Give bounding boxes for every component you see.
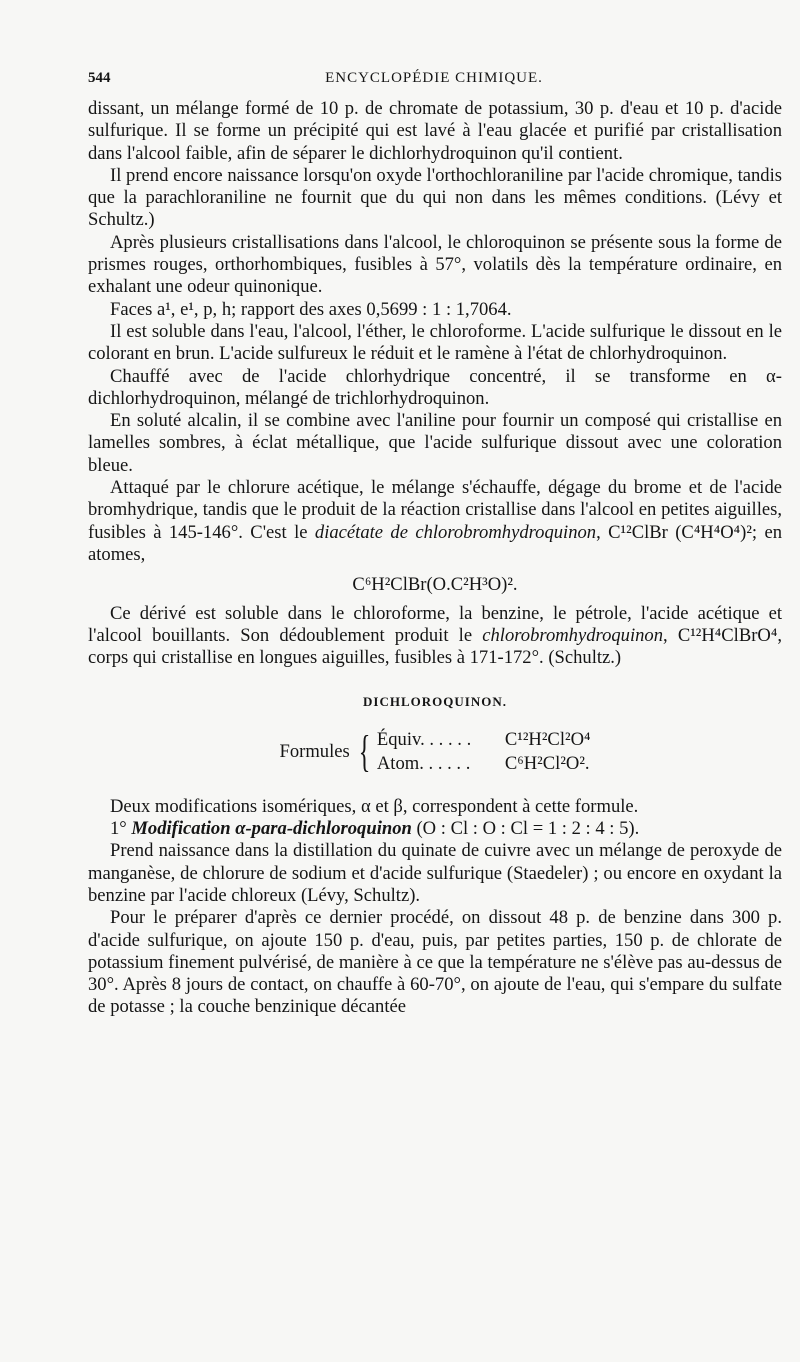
body-text bbox=[88, 98, 782, 1019]
page-header bbox=[88, 70, 780, 100]
section-title: DICHLOROQUINON. bbox=[363, 694, 507, 710]
formula-value: C⁶H²Cl²O². bbox=[504, 752, 590, 774]
paragraph-text: , C¹²ClBr (C⁴H⁴O⁴)²; en atomes, bbox=[88, 521, 782, 565]
formula-row bbox=[377, 728, 591, 752]
chemical-formula: C⁶H²ClBr(O.C²H³O)². bbox=[352, 574, 518, 596]
formula-notation: Équiv. . . . . . bbox=[376, 728, 472, 750]
brace-symbol: { bbox=[358, 726, 371, 776]
compound-name: diacétate de chlorobromhydroquinon bbox=[314, 521, 597, 543]
paragraph: Faces a¹, e¹, p, h; rapport des axes 0,5699 : 1 : 1,7064. bbox=[110, 298, 512, 320]
running-title: ENCYCLOPÉDIE CHIMIQUE. bbox=[325, 70, 543, 86]
page-number: 544 bbox=[88, 70, 111, 86]
paragraph: En soluté alcalin, il se combine avec l'aniline pour fournir un composé qui cristallise en lamelles sombres, à éclat métallique, que l'acide sulfurique dissout avec une coloration bleue. bbox=[88, 410, 782, 476]
paragraph-text: , C¹²H⁴ClBrO⁴, corps qui cristallise en longues aiguilles, fusibles à 171-172°. (Schultz.) bbox=[88, 624, 782, 669]
modification-heading: Modification α-para-dichloroquinon bbox=[131, 818, 412, 840]
paragraph: Il prend encore naissance lorsqu'on oxyde l'orthochloraniline par l'acide chromique, tandis que la parachloraniline ne fournit que du qui non dans les mêmes conditions. (Lévy et Schultz.) bbox=[88, 164, 782, 231]
paragraph-text: (O : Cl : O : Cl = 1 : 2 : 4 : 5). bbox=[411, 818, 640, 840]
paragraph: Il est soluble dans l'eau, l'alcool, l'éther, le chloroforme. L'acide sulfurique le dissout en le colorant en brun. L'acide sulfureux le réduit et le ramène à l'état de chlorhydroquinon. bbox=[88, 320, 782, 365]
paragraph-text: Attaqué par le chlorure acétique, le mélange s'échauffe, dégage du brome et de l'acide bromhydrique, tandis que le produit de la réaction cristallise dans l'alcool en petites aiguilles, fusibles à 145-146°. C'est le bbox=[88, 477, 782, 543]
formula-value: C¹²H²Cl²O⁴ bbox=[504, 728, 591, 750]
paragraph-text: 1° bbox=[110, 818, 132, 840]
formula-row bbox=[377, 752, 591, 776]
formulas-block bbox=[88, 728, 782, 776]
formulas-rows bbox=[377, 728, 591, 776]
paragraph: Pour le préparer d'après ce dernier procédé, on dissout 48 p. de benzine dans 300 p. d'acide sulfurique, on ajoute 150 p. d'eau, puis, par petites parties, 150 p. de chlorate de potassium finement pulvérisé, de manière à ce que la température ne s'élève pas au-dessus de 30°. Après 8 jours de contact, on chauffe à 60-70°, on ajoute de l'eau, qui s'empare du sulfate de potasse ; la couche benzinique décantée bbox=[88, 907, 782, 1018]
paragraph: Après plusieurs cristallisations dans l'alcool, le chloroquinon se présente sous la forme de prismes rouges, orthorhombiques, fusibles à 57°, volatils dès la température ordinaire, en exhalant une odeur quinonique. bbox=[88, 231, 782, 298]
paragraph: Prend naissance dans la distillation du quinate de cuivre avec un mélange de peroxyde de manganèse, de chlorure de sodium et d'acide sulfurique (Staedeler) ; ou encore en oxydant la benzine par l'acide chloreux (Lévy, Schultz). bbox=[88, 840, 782, 906]
paragraph bbox=[88, 477, 782, 566]
formulas-label: Formules bbox=[279, 740, 350, 762]
formula-notation: Atom. . . . . . bbox=[376, 752, 471, 774]
compound-name: chlorobromhydroquinon bbox=[482, 624, 664, 646]
paragraph-text: Ce dérivé est soluble dans le chloroforme, la benzine, le pétrole, l'acide acétique et l'alcool bouillants. Son dédoublement produit le bbox=[88, 602, 782, 646]
paragraph bbox=[88, 818, 782, 840]
paragraph: Deux modifications isomériques, α et β, correspondent à cette formule. bbox=[110, 795, 639, 817]
paragraph bbox=[88, 603, 782, 670]
paragraph: dissant, un mélange formé de 10 p. de chromate de potassium, 30 p. d'eau et 10 p. d'acide sulfurique. Il se forme un précipité qui est lavé à l'eau glacée et purifié par cristallisation dans l'alcool faible, afin de séparer le dichlorhydroquinon qu'il contient. bbox=[88, 98, 782, 164]
paragraph: Chauffé avec de l'acide chlorhydrique concentré, il se transforme en α-dichlorhydroquinon, mélangé de trichlorhydroquinon. bbox=[88, 365, 782, 409]
